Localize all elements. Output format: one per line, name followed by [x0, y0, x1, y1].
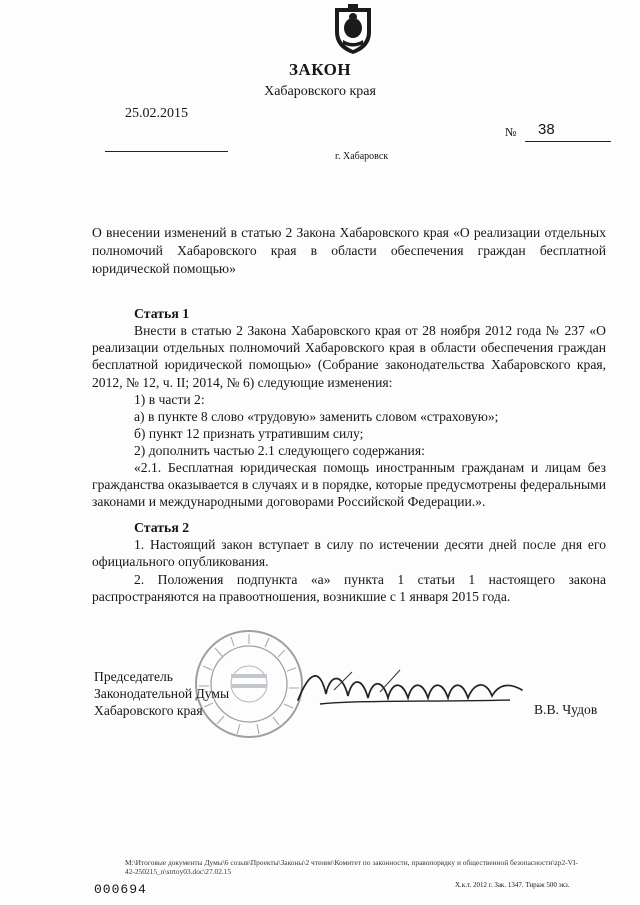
- article-1-item-1: 1) в части 2:: [134, 392, 205, 407]
- signatory-title-line-2: Законодательной Думы: [94, 686, 230, 701]
- serial-number: 000694: [94, 882, 147, 897]
- law-title: ЗАКОН: [288, 60, 352, 79]
- official-seal-stamp: [193, 628, 305, 740]
- article-2-paragraph-1: 1. Настоящий закон вступает в силу по истечении десяти дней после дня его официального опубликования.: [92, 537, 606, 570]
- number-label: №: [505, 125, 517, 139]
- article-1-heading: Статья 1: [134, 306, 190, 321]
- file-path-line-2: 42-250215_n\strtoy03.doc\27.02.15: [125, 867, 232, 876]
- signatory-title-line-3: Хабаровского края: [94, 703, 203, 718]
- article-2-heading: Статья 2: [134, 520, 190, 535]
- file-path-line-1: M:\Итоговые документы Думы\6 созыв\Проекты\Законы\2 чтение\Комитет по законности, правопорядку и общественной безопасности\zp2-VI-: [125, 858, 578, 867]
- document-number: 38: [538, 121, 555, 138]
- article-2-paragraph-2: 2. Положения подпункта «а» пункта 1 статьи 1 настоящего закона распространяются на правоотношения, возникшие с 1 января 2015 года.: [92, 572, 606, 605]
- coat-of-arms-icon: [329, 2, 377, 56]
- article-1-item-1b: б) пункт 12 признать утратившим силу;: [134, 426, 364, 441]
- article-1-item-1a: а) в пункте 8 слово «трудовую» заменить словом «страховую»;: [134, 409, 499, 424]
- region-name: Хабаровского края: [264, 84, 376, 99]
- print-info: Х.к.т. 2012 г. Зак. 1347. Тираж 500 экз.: [455, 881, 570, 889]
- article-1-intro: Внести в статью 2 Закона Хабаровского края от 28 ноября 2012 года № 237 «О реализации отдельных полномочий Хабаровского края в области обеспечения граждан бесплатной юридической помощью» (Собрание законодательства Хабаровского края, 2012, № 12, ч. II; 2014, № 6) следующие изменения:: [92, 323, 606, 390]
- city-name: г. Хабаровск: [335, 151, 389, 162]
- date-underline: [105, 151, 228, 152]
- document-date: 25.02.2015: [125, 106, 188, 121]
- signatory-title-line-1: Председатель: [94, 669, 173, 684]
- article-1-quote: «2.1. Бесплатная юридическая помощь иностранным гражданам и лицам без гражданства оказывается в случаях и в порядке, которые предусмотрены федеральными законами и международными договорами Российской Федерации.».: [92, 460, 606, 510]
- law-subject: О внесении изменений в статью 2 Закона Хабаровского края «О реализации отдельных полномочий Хабаровского края в области обеспечения граждан бесплатной юридической помощью»: [92, 225, 606, 276]
- handwritten-signature: [290, 660, 540, 720]
- number-underline: [525, 141, 611, 142]
- article-1-item-2: 2) дополнить частью 2.1 следующего содержания:: [134, 443, 425, 458]
- signatory-name: В.В. Чудов: [534, 702, 598, 717]
